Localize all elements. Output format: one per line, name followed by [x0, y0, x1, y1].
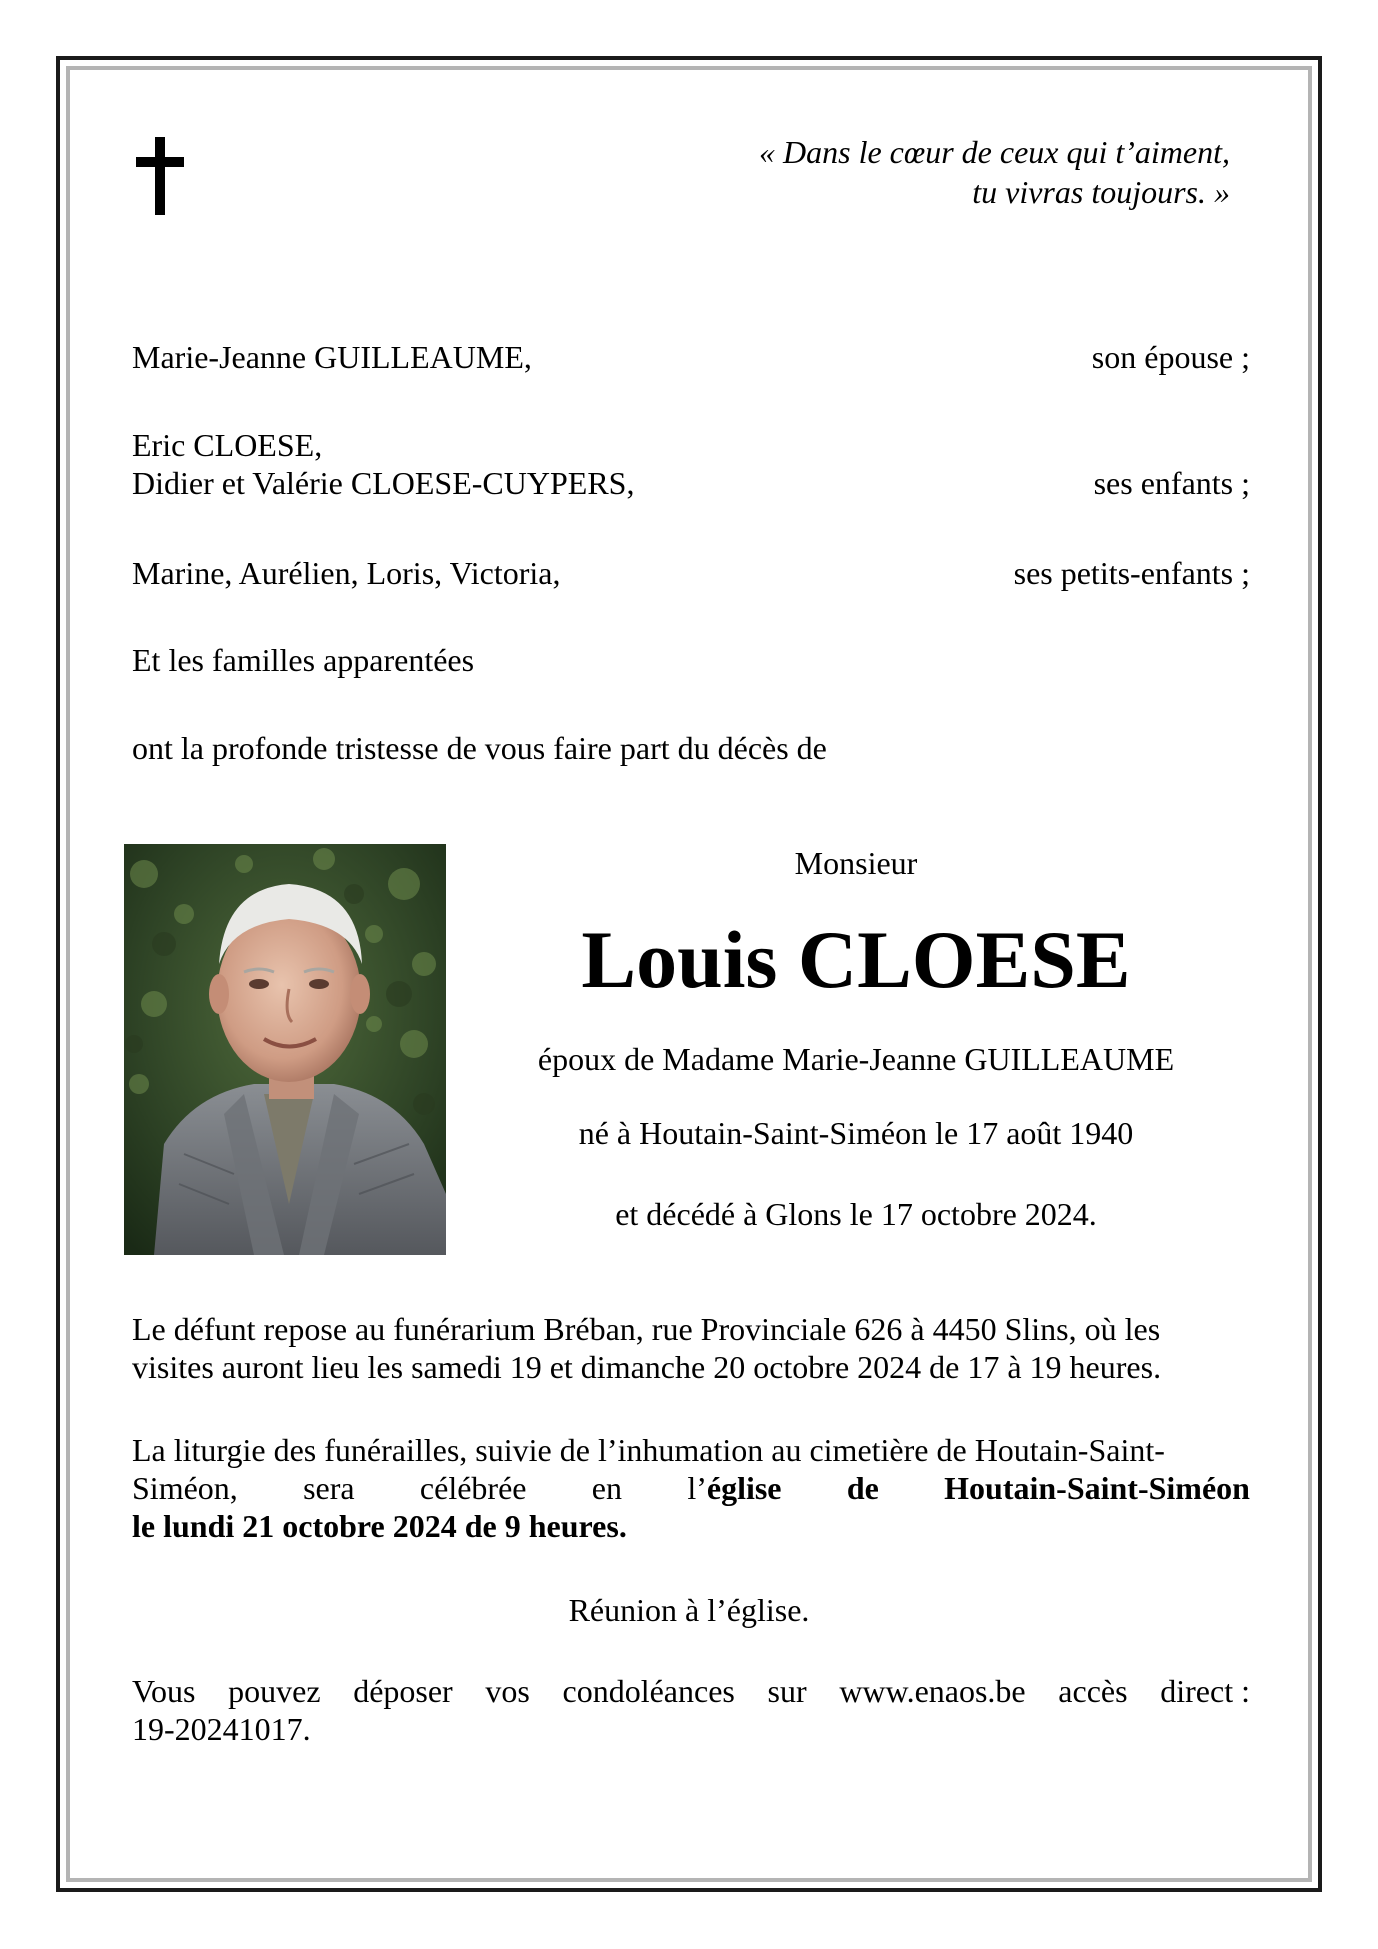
church-location: Houtain-Saint-Siméon [944, 1470, 1250, 1506]
condolences-line-1: Vous pouvez déposer vos condoléances sur www.enaos.be accès direct : [132, 1673, 1250, 1709]
condolences-access-code: 19-20241017. [132, 1711, 311, 1747]
funeral-paragraph [132, 1431, 1250, 1545]
funeral-line-2: Siméon, sera célébrée en l’église de Houtain-Saint-Siméon [132, 1470, 1250, 1506]
funeral-date-time: le lundi 21 octobre 2024 de 9 heures. [132, 1508, 627, 1544]
epigraph-line-1: « Dans le cœur de ceux qui t’aiment, [759, 134, 1230, 170]
condolences-paragraph [132, 1672, 1250, 1748]
grandchildren-names: Marine, Aurélien, Loris, Victoria, [132, 555, 561, 591]
child-name-2: Didier et Valérie CLOESE-CUYPERS, [132, 465, 635, 501]
portrait-photo [124, 844, 446, 1255]
children-relation: ses enfants ; [1093, 465, 1250, 501]
deceased-spouse-line: époux de Madame Marie-Jeanne GUILLEAUME [537, 1041, 1175, 1077]
cross-icon [136, 137, 184, 215]
visitation-paragraph [132, 1310, 1250, 1386]
epigraph-line-2: tu vivras toujours. » [972, 174, 1230, 210]
spouse-relation: son épouse ; [1091, 339, 1250, 375]
child-name-1: Eric CLOESE, [132, 427, 323, 463]
deceased-death-line: et décédé à Glons le 17 octobre 2024. [615, 1196, 1097, 1232]
relatives-text: Et les familles apparentées [132, 642, 475, 678]
epigraph [759, 132, 1230, 212]
reunion-text: Réunion à l’église. [568, 1592, 810, 1628]
church-highlight: église [706, 1470, 782, 1506]
announcement-text: ont la profonde tristesse de vous faire part du décès de [132, 730, 827, 766]
visitation-line-2: visites auront lieu les samedi 19 et dimanche 20 octobre 2024 de 17 à 19 heures. [132, 1349, 1162, 1385]
deceased-birth-line: né à Houtain-Saint-Siméon le 17 août 1940 [578, 1115, 1134, 1151]
spouse-name: Marie-Jeanne GUILLEAUME, [132, 339, 532, 375]
deceased-name: Louis CLOESE [581, 914, 1131, 1005]
deceased-title: Monsieur [794, 845, 918, 881]
visitation-line-1: Le défunt repose au funérarium Bréban, rue Provinciale 626 à 4450 Slins, où les [132, 1311, 1161, 1347]
grandchildren-relation: ses petits-enfants ; [1013, 555, 1250, 591]
funeral-line-1: La liturgie des funérailles, suivie de l’inhumation au cimetière de Houtain-Saint- [132, 1432, 1165, 1468]
condolences-website[interactable]: www.enaos.be [839, 1673, 1026, 1709]
